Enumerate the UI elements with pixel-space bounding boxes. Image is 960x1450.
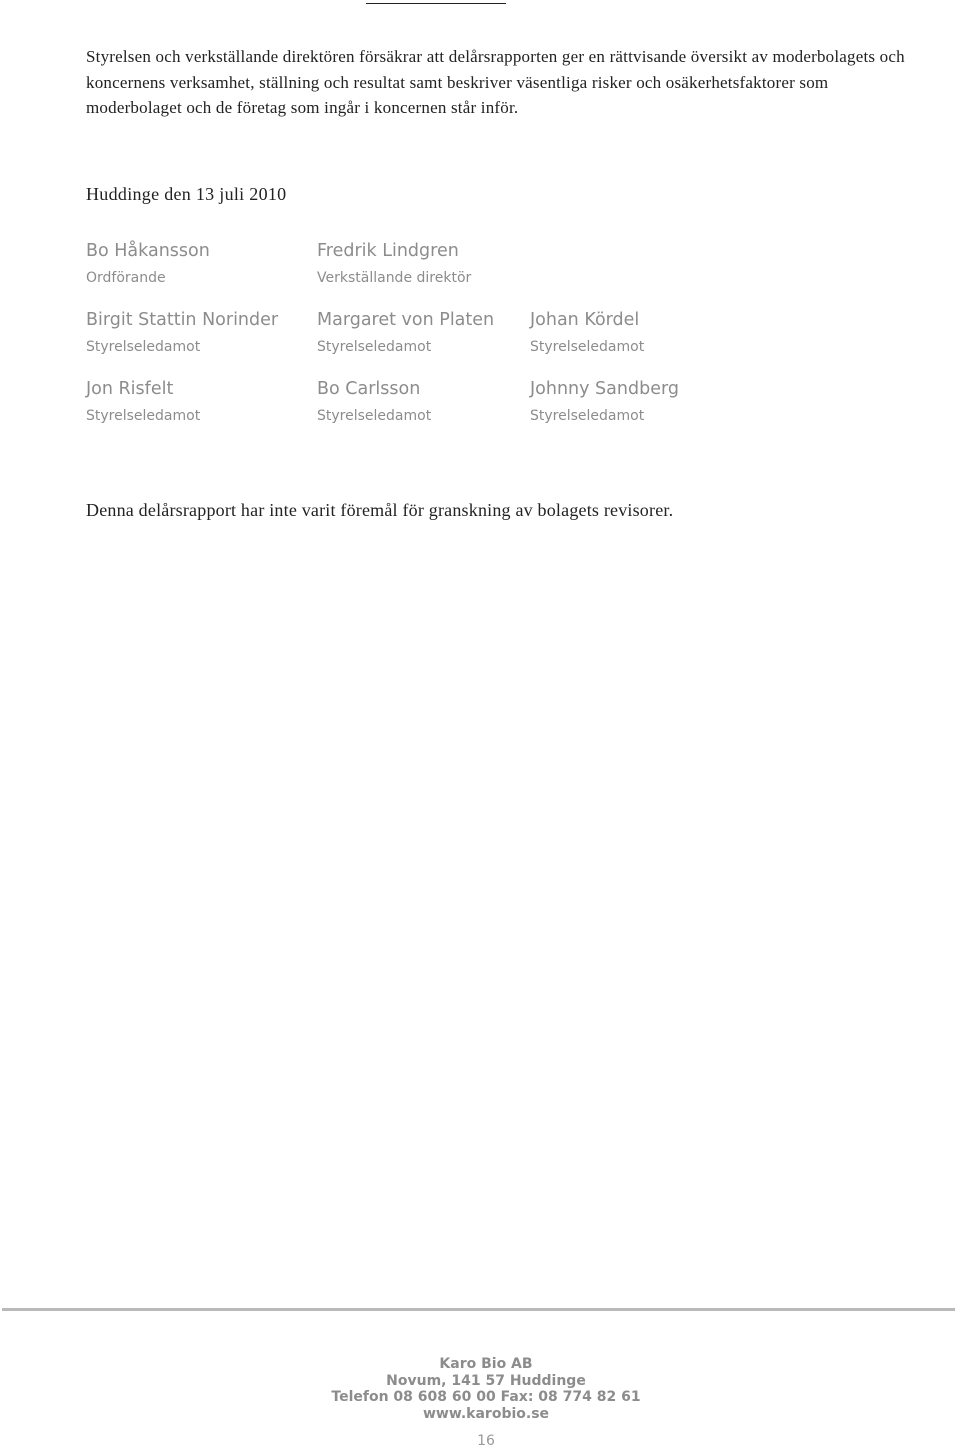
signatory-name: Bo Håkansson [86, 241, 210, 261]
place-and-date: Huddinge den 13 juli 2010 [86, 184, 287, 204]
signatory-block [530, 378, 679, 425]
signatory-block [317, 309, 494, 356]
page-number: 16 [477, 1433, 495, 1449]
footer-address: Novum, 141 57 Huddinge [386, 1372, 586, 1389]
signatory-block [530, 309, 644, 356]
signatory-role: Styrelseledamot [86, 339, 201, 355]
signatory-name: Johan Kördel [530, 310, 640, 330]
footer-divider [2, 1308, 955, 1311]
footer-company: Karo Bio AB [439, 1356, 533, 1372]
signatory-name: Margaret von Platen [317, 310, 495, 330]
signatory-block [317, 378, 431, 425]
assurance-paragraph: Styrelsen och verkställande direktören försäkrar att delårsrapporten ger en rättvisande översikt av moderbolagets och koncernens verksamhet, ställning och resultat samt beskriver väsentliga risker och osäkerhetsfaktorer som moderbolaget och de företag som ingår i koncernen står inför. [86, 47, 905, 117]
top-divider [366, 0, 506, 4]
signatory-name: Bo Carlsson [317, 379, 421, 399]
signatory-role: Styrelseledamot [530, 408, 645, 424]
signatory-role: Styrelseledamot [317, 339, 432, 355]
footer [0, 1356, 960, 1422]
signatory-role: Verkställande direktör [317, 270, 472, 286]
signatory-block [86, 240, 210, 287]
signatory-role: Styrelseledamot [530, 339, 645, 355]
signatory-name: Jon Risfelt [86, 379, 174, 399]
signatory-role: Ordförande [86, 270, 166, 286]
signatory-block [86, 309, 278, 356]
review-note: Denna delårsrapport har inte varit föremål för granskning av bolagets revisorer. [86, 500, 674, 520]
footer-website: www.karobio.se [422, 1405, 550, 1422]
signatory-name: Birgit Stattin Norinder [86, 310, 279, 330]
signatory-role: Styrelseledamot [317, 408, 432, 424]
signatory-name: Johnny Sandberg [530, 379, 679, 399]
footer-phone-fax: Telefon 08 608 60 00 Fax: 08 774 82 61 [331, 1389, 641, 1405]
signatory-block [317, 240, 471, 287]
signatory-role: Styrelseledamot [86, 408, 201, 424]
signatory-block [86, 378, 200, 425]
signatory-name: Fredrik Lindgren [317, 241, 459, 261]
